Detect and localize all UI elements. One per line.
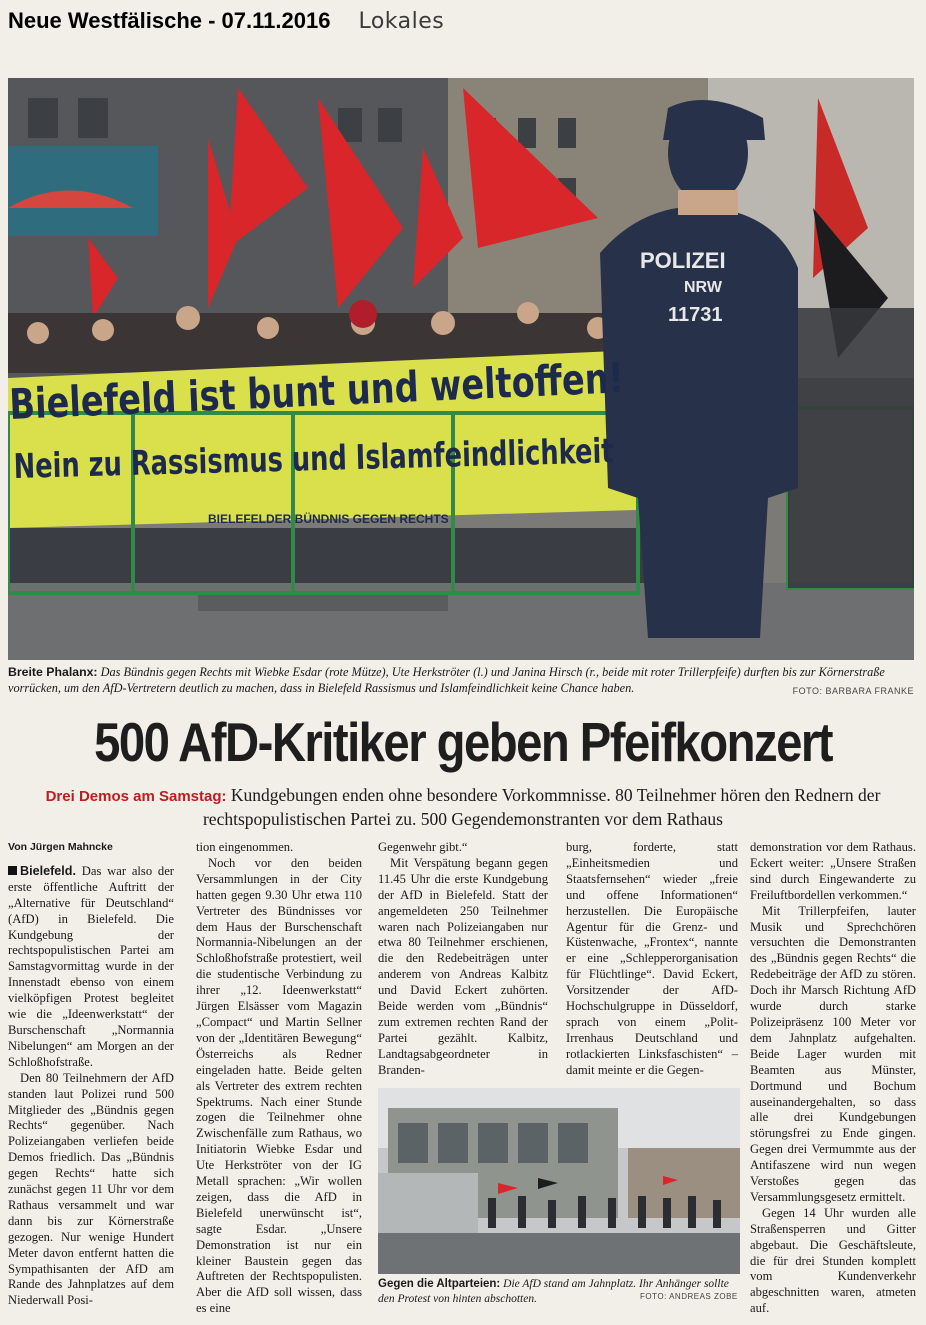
photo2-credit: FOTO: ANDREAS ZOBE bbox=[640, 1292, 738, 1301]
article-column-2 bbox=[196, 840, 362, 1317]
banner-line3: BIELEFELDER BÜNDNIS GEGEN RECHTS bbox=[208, 512, 449, 526]
police-back-text: POLIZEI bbox=[640, 248, 726, 273]
caption2-label: Gegen die Altparteien: bbox=[378, 1278, 501, 1290]
paragraph-6: Mit Verspätung begann gegen 11.45 Uhr die erste Kundgebung der AfD in Bielefeld. Statt der angemeldeten 250 Teilnehmer waren nach Polizeiangaben nur etwa 80 Teilnehmer erschienen, die den Redebeiträgen unter anderem von Andreas Kalbitz und David Eckert zuhörten. Beide werden vom „Bündnis“ zum extremen rechten Rand der Partei gezählt. Kalbitz, Landtagsabgeordneter in Branden- bbox=[378, 855, 548, 1077]
section-name: Lokales bbox=[358, 9, 445, 34]
article-column-3 bbox=[378, 840, 548, 1079]
subhead-kicker: Drei Demos am Samstag: bbox=[45, 788, 227, 805]
article-column-5 bbox=[750, 840, 916, 1317]
paragraph-10: Gegen 14 Uhr wurden alle Straßensperren und Gitter abgebaut. Die Geschäftsleute, die für drei Stunden komplett vom Kundenverkehr abgeschnitten waren, atmeten auf. bbox=[750, 1205, 916, 1316]
banner-line1: Bielefeld ist bunt und weltoffen! bbox=[8, 346, 779, 429]
paragraph-7: burg, forderte, statt „Einheitsmedien und Staatsfernsehen“ wieder „freie und offene Informationen“ herzustellen. Die Europäische Agentur für die Grenz- und Küstenwache, „Frontex“, nannte er eine „Schlepperorganisation für Flüchtlinge“. David Eckert, Vorsitzender der AfD-Hochschulgruppe in Düsseldorf, sprach von einem „Polit-Irrenhaus Deutschland und rotlackierten Linksfaschisten“ – damit meinte er die Gegen- bbox=[566, 840, 738, 1077]
article-author: Von Jürgen Mahncke bbox=[8, 841, 113, 853]
article-headline: 500 AfD-Kritiker geben Pfeifkonzert bbox=[94, 711, 832, 773]
caption-label: Breite Phalanx: bbox=[8, 665, 98, 679]
secondary-photo bbox=[378, 1088, 740, 1274]
square-bullet-icon bbox=[8, 866, 17, 875]
paragraph-3: tion eingenommen. bbox=[196, 840, 294, 854]
paragraph-5: Gegenwehr gibt.“ bbox=[378, 840, 468, 854]
article-column-4 bbox=[566, 840, 738, 1079]
paragraph-8: demonstration vor dem Rathaus. Eckert weiter: „Unsere Straßen sind durch Eingewanderte zu Freiluftbordellen verkommen.“ bbox=[750, 840, 916, 902]
police-state-text: NRW bbox=[684, 279, 722, 296]
dateline-location: Bielefeld. bbox=[20, 863, 76, 878]
article-column-1 bbox=[8, 840, 174, 1309]
subhead-text: Kundgebungen enden ohne besondere Vorkommnisse. 80 Teilnehmer hören den Rednern der rechtspopulistischen Partei zu. 500 Gegendemonstranten vor dem Rathaus bbox=[202, 785, 881, 829]
paragraph-2: Den 80 Teilnehmern der AfD standen laut Polizei rund 500 Mitglieder des „Bündnis gegen Rechts“ gegenüber. Nach Polizeiangaben verliefen beide Demos friedlich. Das „Bündnis gegen Rechts“ hatte sich zunächst gegen 11 Uhr vor dem Rathaus versammelt und war dann bis zur Körnerstraße gezogen. Nur wenige Hundert Meter davon entfernt hatten die Sympathisanten der AfD am Rande des Jahnplatzes auf dem Niederwall Posi- bbox=[8, 1070, 174, 1308]
police-number-text: 11731 bbox=[668, 304, 723, 326]
banner-line2: Nein zu Rassismus und Islamfeindlichkeit bbox=[13, 426, 809, 487]
photo-credit: FOTO: BARBARA FRANKE bbox=[792, 686, 914, 696]
article-subhead bbox=[20, 784, 906, 830]
paragraph-1 bbox=[8, 864, 174, 1071]
main-photo bbox=[8, 78, 914, 660]
paragraph-1-text: Das war also der erste öffentliche Auftritt der „Alternative für Deutschland“ (AfD) in Bielefeld. Die Kundgebung der rechtspopulistischen Partei am Samstagvormittag wurde in der Innenstadt ebenso von einem vielköpfigen Protest begleitet wie die „Ideenwerkstatt“ der Burschenschaft „Normannia Nibelungen“ am Morgen an der Schloßhofstraße. bbox=[8, 863, 174, 1069]
caption-text: Das Bündnis gegen Rechts mit Wiebke Esdar (rote Mütze), Ute Herkströter (l.) und Janina Hirsch (r., beide mit roter Trillerpfeife) durften bis zur Körnerstraße vorrücken, um den AfD-Vertretern deutlich zu machen, dass in Bielefeld Rassismus und Islamfeindlichkeit keine Chance haben. bbox=[8, 665, 885, 695]
masthead bbox=[8, 8, 908, 42]
main-photo-caption bbox=[8, 664, 914, 696]
caption2-text: Die AfD stand am Jahnplatz. Ihr Anhänger sollte den Protest von hinten abschotten. bbox=[378, 1278, 729, 1305]
paragraph-4: Noch vor den beiden Versammlungen in der City hatten gegen 9.30 Uhr etwa 110 Vertreter des Bündnisses vor dem Haus der Burschenschaft Normannia-Nibelungen an der Schloßhofstraße protestiert, weil die studentische Verbindung zu ihrer „12. Ideenwerkstatt“ Jürgen Elsässer vom Magazin „Compact“ und Martin Sellner von der „Identitären Bewegung“ Österreichs als Redner eingeladen hatte. Beide gelten als Vertreter des extrem rechten Spektrums. Nach einer Stunde zogen die Teilnehmer ohne Zwischenfälle zum Rathaus, wo Initiatorin Wiebke Esdar und Ute Herkströter von der IG Metall sprachen: „Wir wollen zeigen, dass die AfD in Bielefeld unerwünscht ist“, sagte Esdar. „Unsere Demonstration ist nur ein kleiner Baustein gegen das Auftreten der Rechtspopulisten. Aber die AfD soll wissen, dass es eine bbox=[196, 855, 362, 1316]
publication-date: Neue Westfälische - 07.11.2016 bbox=[8, 8, 331, 33]
paragraph-9: Mit Trillerpfeifen, lauter Musik und Sprechchören versuchten die Demonstranten des „Bündnis gegen Rechts“ die Redebeiträge der AfD zu stören. Doch ihr Marsch Richtung AfD wurde durch starke Polizeipräsenz 100 Meter vor dem Jahnplatz aufgehalten. Beide Lager wurden mit Beamten aus Münster, Dortmund und Bochum auseinandergehalten, so dass alle drei Kundgebungen störungsfrei zu Ende gingen. Gegen drei Vermummte aus der Antifaszene wird nun wegen Verstoßes gegen das Versammlungsgesetz ermittelt. bbox=[750, 903, 916, 1204]
